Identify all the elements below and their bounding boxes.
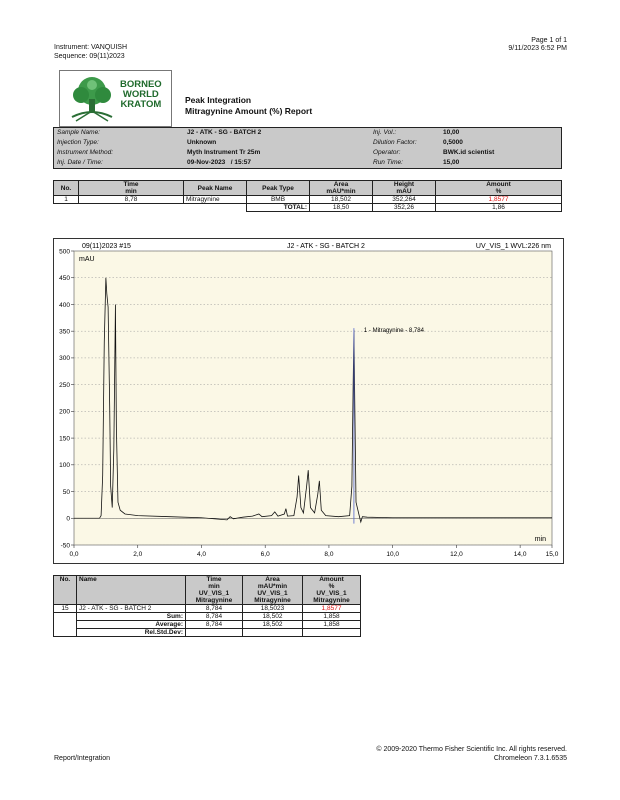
col-area: Area bbox=[333, 181, 349, 188]
inj-vol-label: Inj. Vol.: bbox=[373, 129, 397, 136]
row-peak-type: BMB bbox=[247, 196, 310, 204]
y-tick-label: 300 bbox=[59, 355, 70, 363]
total-amount: 1,86 bbox=[436, 204, 562, 212]
logo-line-2: WORLD bbox=[122, 89, 159, 100]
tree-icon bbox=[64, 73, 120, 123]
y-tick-label: 0 bbox=[66, 515, 70, 523]
table-row bbox=[54, 196, 562, 204]
x-tick-label: 15,0 bbox=[545, 551, 559, 558]
y-tick-label: 200 bbox=[59, 408, 70, 416]
report-subtitle: Mitragynine Amount (%) Report bbox=[185, 106, 313, 116]
average-area: 18,502 bbox=[243, 621, 303, 629]
average-amount: 1,858 bbox=[303, 621, 361, 629]
y-tick-label: 250 bbox=[59, 381, 70, 389]
inj-date-value: 09-Nov-2023 bbox=[187, 159, 226, 166]
summary-table bbox=[53, 575, 361, 637]
col-height: Height bbox=[393, 181, 415, 188]
summ-col-area: Area bbox=[265, 576, 280, 583]
summ-col-no: No. bbox=[54, 576, 77, 605]
row-no: 1 bbox=[54, 196, 79, 204]
summ-col-area-u3: Mitragynine bbox=[254, 597, 291, 604]
inj-date-label: Inj. Date / Time: bbox=[57, 159, 103, 166]
x-axis-label: min bbox=[534, 536, 546, 543]
summ-col-amount-u2: UV_VIS_1 bbox=[316, 590, 347, 597]
sequence-label: Sequence: 09(11)2023 bbox=[54, 53, 125, 60]
page-number: Page 1 of 1 bbox=[531, 37, 567, 44]
row-area: 18,502 bbox=[310, 196, 373, 204]
col-peak-name: Peak Name bbox=[184, 181, 247, 196]
footer-left: Report/Integration bbox=[54, 755, 111, 762]
sample-name-value: J2 - ATK - SG - BATCH 2 bbox=[187, 129, 262, 136]
print-datetime: 9/11/2023 6:52 PM bbox=[508, 45, 567, 52]
chart-title-left: 09(11)2023 #15 bbox=[82, 243, 131, 250]
chromatogram-chart bbox=[54, 239, 563, 563]
footer-copyright: © 2009-2020 Thermo Fisher Scientific Inc. All rights reserved. bbox=[376, 746, 567, 753]
col-time: Time bbox=[123, 181, 139, 188]
plot-area bbox=[74, 251, 552, 545]
total-height: 352,26 bbox=[373, 204, 436, 212]
y-tick-label: 100 bbox=[59, 462, 70, 470]
injection-type-value: Unknown bbox=[187, 139, 217, 146]
chromatogram-panel bbox=[53, 238, 564, 564]
summ-row-time: 8,784 bbox=[186, 605, 243, 613]
summ-row-no: 15 bbox=[54, 605, 77, 613]
row-time: 8,78 bbox=[79, 196, 184, 204]
injection-type-label: Injection Type: bbox=[57, 139, 99, 146]
y-tick-label: 350 bbox=[59, 328, 70, 336]
x-tick-label: 10,0 bbox=[386, 551, 399, 558]
row-amount: 1,8577 bbox=[436, 196, 562, 204]
y-tick-label: 400 bbox=[59, 301, 70, 309]
x-tick-label: 8,0 bbox=[324, 551, 334, 558]
runtime-label: Run Time: bbox=[373, 159, 403, 166]
y-tick-label: 50 bbox=[62, 488, 70, 496]
relstd-row bbox=[54, 629, 361, 637]
row-peak-name: Mitragynine bbox=[184, 196, 247, 204]
y-tick-label: -50 bbox=[60, 542, 70, 550]
chart-title-center: J2 - ATK - SG - BATCH 2 bbox=[287, 243, 365, 250]
logo-line-1: BORNEO bbox=[120, 79, 162, 90]
x-tick-label: 12,0 bbox=[450, 551, 463, 558]
average-label: Average: bbox=[77, 621, 186, 629]
relstd-label: Rel.Std.Dev: bbox=[77, 629, 186, 637]
summ-col-area-u2: UV_VIS_1 bbox=[257, 590, 288, 597]
average-row bbox=[54, 621, 361, 629]
inj-vol-value: 10,00 bbox=[443, 129, 460, 136]
footer-version: Chromeleon 7.3.1.6535 bbox=[493, 755, 567, 762]
dilution-label: Dilution Factor: bbox=[373, 139, 417, 146]
row-height: 352,264 bbox=[373, 196, 436, 204]
summ-col-time-u1: min bbox=[208, 583, 220, 590]
inj-time-value: / 15:57 bbox=[230, 159, 251, 166]
y-tick-label: 500 bbox=[59, 248, 70, 256]
peak-results-table bbox=[53, 180, 562, 212]
sum-area: 18,502 bbox=[243, 613, 303, 621]
col-time-unit: min bbox=[125, 188, 137, 195]
sum-row bbox=[54, 613, 361, 621]
x-tick-label: 0,0 bbox=[69, 551, 79, 558]
summ-row-amount: 1,8577 bbox=[303, 605, 361, 613]
summ-col-amount: Amount bbox=[319, 576, 344, 583]
sum-label: Sum: bbox=[77, 613, 186, 621]
average-time: 8,784 bbox=[186, 621, 243, 629]
report-title: Peak Integration bbox=[185, 95, 252, 105]
total-row bbox=[54, 204, 562, 212]
x-tick-label: 6,0 bbox=[260, 551, 270, 558]
sample-info-table bbox=[53, 127, 562, 169]
total-area: 18,50 bbox=[310, 204, 373, 212]
instrument-method-value: Myth Instrument Tr 25m bbox=[187, 149, 261, 156]
logo-line-3: KRATOM bbox=[120, 99, 162, 110]
sum-time: 8,784 bbox=[186, 613, 243, 621]
y-axis-label: mAU bbox=[79, 256, 95, 263]
sum-amount: 1,858 bbox=[303, 613, 361, 621]
summ-col-time: Time bbox=[206, 576, 222, 583]
sample-name-label: Sample Name: bbox=[57, 129, 100, 136]
col-peak-type: Peak Type bbox=[247, 181, 310, 196]
total-label: TOTAL: bbox=[247, 204, 310, 212]
company-logo bbox=[59, 70, 172, 127]
operator-value: BWK.id scientist bbox=[443, 149, 495, 156]
y-tick-label: 450 bbox=[59, 275, 70, 283]
instrument-label: Instrument: VANQUISH bbox=[54, 44, 128, 51]
x-tick-label: 14,0 bbox=[513, 551, 527, 558]
y-tick-label: 150 bbox=[59, 435, 70, 443]
table-row bbox=[54, 605, 361, 613]
x-tick-label: 2,0 bbox=[133, 551, 143, 558]
dilution-value: 0,5000 bbox=[443, 139, 463, 146]
instrument-method-label: Instrument Method: bbox=[57, 149, 113, 156]
summ-row-area: 18,5023 bbox=[243, 605, 303, 613]
col-no: No. bbox=[54, 181, 79, 196]
summ-col-area-u1: mAU*min bbox=[257, 583, 288, 590]
summ-col-amount-u3: Mitragynine bbox=[313, 597, 350, 604]
summ-col-name: Name bbox=[77, 576, 186, 605]
summ-col-time-u2: UV_VIS_1 bbox=[198, 590, 230, 597]
summ-row-name: J2 - ATK - SG - BATCH 2 bbox=[77, 605, 186, 613]
col-amount-unit: % bbox=[495, 188, 502, 195]
chart-title-right: UV_VIS_1 WVL:226 nm bbox=[475, 243, 551, 250]
col-height-unit: mAU bbox=[396, 188, 412, 195]
operator-label: Operator: bbox=[373, 149, 401, 156]
x-tick-label: 4,0 bbox=[196, 551, 206, 558]
peak-annotation: 1 - Mitragynine - 8,784 bbox=[363, 328, 424, 335]
runtime-value: 15,00 bbox=[443, 159, 460, 166]
summ-col-amount-u1: % bbox=[328, 583, 335, 590]
summ-col-time-u3: Mitragynine bbox=[195, 597, 233, 604]
col-amount: Amount bbox=[486, 181, 511, 188]
col-area-unit: mAU*min bbox=[326, 188, 356, 195]
